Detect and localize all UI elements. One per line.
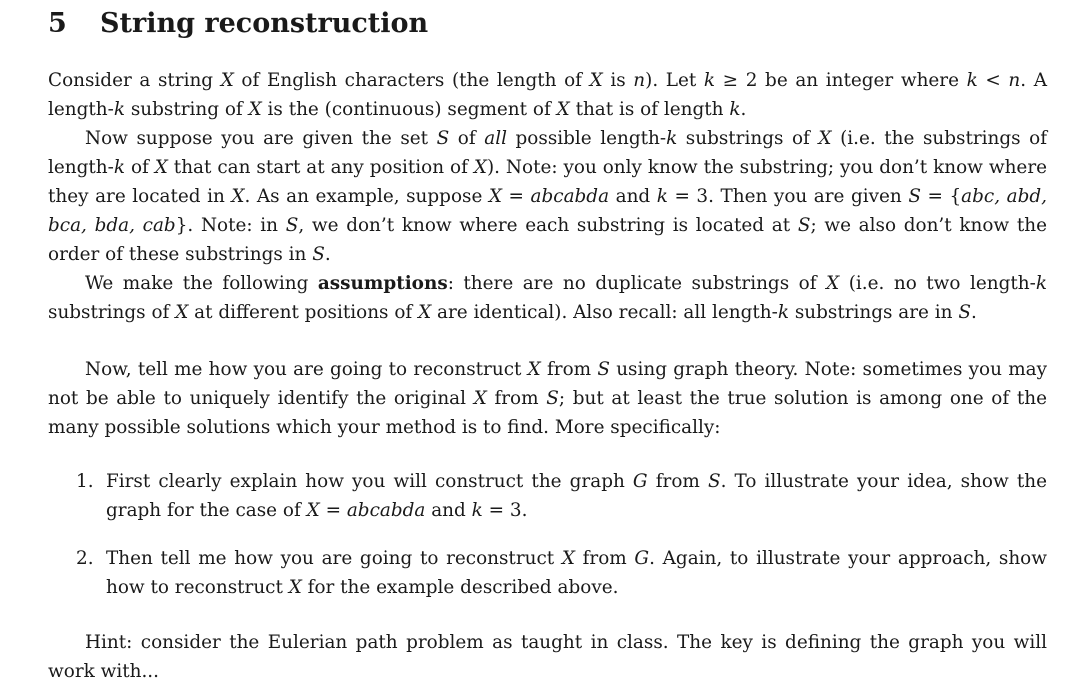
text-run: from	[486, 388, 547, 409]
math-text: n	[1008, 70, 1021, 91]
set-symbol: S	[908, 186, 921, 207]
text-run: of English characters (the length of	[233, 70, 590, 91]
math-text: k	[729, 99, 741, 120]
math-text: X	[418, 302, 432, 323]
math-text: k	[966, 70, 978, 91]
math-text: X	[248, 99, 262, 120]
math-text: X	[561, 548, 575, 569]
text-run: Hint: consider the Eulerian path problem as taught in class. The key is defining the graph you will work with...	[48, 632, 1047, 682]
math-text: X	[231, 186, 245, 207]
math-text: k	[113, 99, 125, 120]
question-list	[76, 467, 1047, 602]
math-text: X	[220, 70, 234, 91]
text-run: We make the following	[85, 273, 318, 294]
list-item	[76, 544, 1047, 602]
set-symbol: S	[312, 244, 325, 265]
math-text: k	[471, 500, 483, 521]
text-run: . To illustrate your idea, show the graph for the case of	[106, 471, 1047, 521]
text-run: possible length-	[506, 128, 667, 149]
text-run: is the (continuous) segment of	[261, 99, 557, 120]
paragraph-task	[48, 355, 1047, 442]
math-text: n	[633, 70, 646, 91]
math-text: k	[113, 157, 125, 178]
math-text: X	[556, 99, 570, 120]
math-text: k	[777, 302, 789, 323]
math-text: abc, abd, bca, bda, cab	[48, 186, 1047, 236]
math-text: X	[589, 70, 603, 91]
math-text: X	[488, 186, 502, 207]
text-run: ). Note: you only know the substring; you don’t know where they are located in	[48, 157, 1047, 207]
text-run: =	[502, 186, 531, 207]
text-run: Now, tell me how you are going to reconstruct	[85, 359, 528, 380]
text-run: }. Note: in	[175, 215, 286, 236]
text-run: using graph theory. Note: sometimes you may not be able to uniquely identify the original	[48, 359, 1047, 409]
list-item	[76, 467, 1047, 525]
text-run: (i.e. no two length-	[839, 273, 1036, 294]
text-run: for the example described above.	[301, 577, 619, 598]
set-symbol: S	[285, 215, 299, 236]
text-run: Then tell me how you are going to reconstruct	[106, 548, 562, 569]
text-run: = 3. Then you are given	[667, 186, 909, 207]
math-text: X	[175, 302, 189, 323]
text-run: =	[319, 500, 347, 521]
math-text: X	[288, 577, 302, 598]
text-run: <	[977, 70, 1009, 91]
math-text: abcabda	[530, 186, 610, 207]
text-run: substrings of	[677, 128, 819, 149]
text-run: . A length-	[48, 70, 1048, 120]
text-run: of	[125, 157, 155, 178]
text-run: that is of length	[569, 99, 730, 120]
text-run: substrings are in	[788, 302, 959, 323]
paragraph-hint	[48, 628, 1047, 686]
text-run: substrings of	[48, 302, 176, 323]
text-run: = 3.	[482, 500, 528, 521]
text-run: of	[449, 128, 485, 149]
text-run: at different positions of	[188, 302, 419, 323]
math-text: X	[473, 157, 487, 178]
list-item-text	[106, 544, 1047, 602]
text-run: Consider a string	[48, 70, 221, 91]
section-number: 5	[48, 8, 67, 39]
set-symbol: S	[958, 302, 971, 323]
math-text: X	[527, 359, 541, 380]
text-run: from	[647, 471, 708, 492]
math-text: X	[473, 388, 487, 409]
paragraph-intro	[48, 66, 1047, 124]
text-run: substring of	[125, 99, 249, 120]
paragraph-assumptions	[48, 269, 1047, 327]
text-run: First clearly explain how you will construct the graph	[106, 471, 633, 492]
text-run: and	[425, 500, 472, 521]
set-symbol: S	[546, 388, 559, 409]
set-symbol: S	[597, 359, 610, 380]
text-run: that can start at any position of	[167, 157, 474, 178]
math-text: G	[632, 471, 648, 492]
text-run: ; but at least the true solution is among one of the many possible solutions which your method is to find. More specifically:	[48, 388, 1047, 438]
text-run: ; we also don’t know the order of these substrings in	[48, 215, 1047, 265]
set-symbol: S	[436, 128, 450, 149]
text-run: from	[540, 359, 598, 380]
text-run: .	[970, 302, 977, 323]
math-text: X	[818, 128, 832, 149]
text-run: ≥ 2 be an integer where	[715, 70, 967, 91]
math-text: k	[666, 128, 678, 149]
math-text: k	[1035, 273, 1047, 294]
math-text: k	[703, 70, 716, 91]
text-run: .	[324, 244, 331, 265]
text-run: Now suppose you are given the set	[85, 128, 437, 149]
bold-text: assumptions	[317, 273, 448, 294]
paragraph-given-set	[48, 124, 1047, 269]
list-item-text	[106, 467, 1047, 525]
math-text: abcabda	[346, 500, 426, 521]
text-run: are identical). Also recall: all length-	[431, 302, 778, 323]
list-item-label: 2.	[76, 548, 94, 569]
text-run: ). Let	[645, 70, 704, 91]
set-symbol: S	[797, 215, 811, 236]
section-heading	[48, 8, 428, 39]
set-symbol: S	[707, 471, 721, 492]
text-run: is	[602, 70, 634, 91]
text-run: = {	[920, 186, 962, 207]
text-run: from	[574, 548, 635, 569]
math-text: G	[634, 548, 650, 569]
math-text: X	[154, 157, 168, 178]
text-run: .	[740, 99, 747, 120]
math-text: all	[484, 128, 507, 149]
text-run: and	[609, 186, 657, 207]
text-run: . As an example, suppose	[244, 186, 489, 207]
math-text: k	[656, 186, 668, 207]
section-title: String reconstruction	[100, 8, 429, 39]
text-run: : there are no duplicate substrings of	[447, 273, 827, 294]
text-run: . Again, to illustrate your approach, show how to reconstruct	[106, 548, 1047, 598]
math-text: X	[826, 273, 840, 294]
list-item-label: 1.	[76, 471, 94, 492]
math-text: X	[306, 500, 320, 521]
text-run: (i.e. the substrings of length-	[48, 128, 1048, 178]
text-run: , we don’t know where each substring is located at	[298, 215, 798, 236]
